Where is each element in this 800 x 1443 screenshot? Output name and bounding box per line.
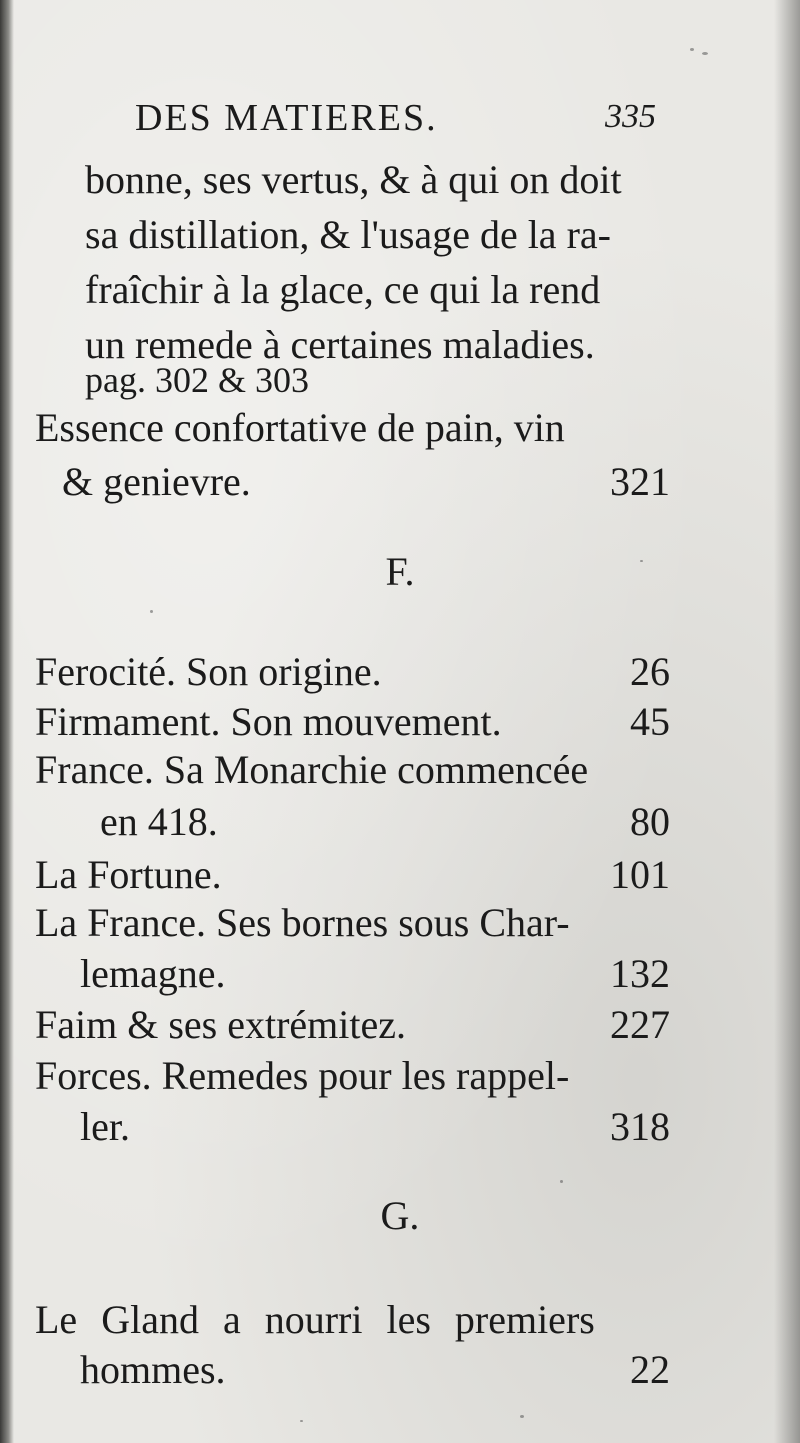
- entry-text: Faim & ses extrémitez.: [35, 1002, 407, 1047]
- entry-text: France. Sa Monarchie commencée: [35, 747, 589, 792]
- entry-page: 227: [610, 1002, 670, 1047]
- index-entry: [0, 740, 800, 800]
- entry-page: 101: [610, 852, 670, 897]
- paper-speck: [560, 1180, 563, 1183]
- entry-page: 318: [610, 1104, 670, 1149]
- entry-page: 321: [610, 459, 670, 504]
- entry-text: lemagne.: [80, 951, 226, 996]
- index-entry-continuation: [0, 452, 800, 512]
- page-number: 335: [605, 98, 656, 135]
- index-entry-continuation: [0, 1097, 800, 1157]
- paper-speck: [150, 610, 153, 613]
- entry-text: La France. Ses bornes sous Char-: [35, 900, 570, 945]
- entry-text: Le Gland a nourri les premiers: [35, 1297, 595, 1342]
- entry-page: 26: [630, 649, 670, 694]
- entry-text: en 418.: [100, 799, 218, 844]
- entry-page: 80: [630, 799, 670, 844]
- entry-page: 22: [630, 1347, 670, 1392]
- index-entry: [0, 398, 800, 458]
- paper-speck: [520, 1415, 524, 1418]
- paper-speck: [300, 1420, 303, 1422]
- entry-text: Ferocité. Son origine.: [35, 649, 382, 694]
- entry-page: 45: [630, 699, 670, 744]
- entry-text: La Fortune.: [35, 852, 222, 897]
- continuation-line: sa distillation, & l'usage de la ra-: [85, 212, 611, 257]
- continuation-line: fraîchir à la glace, ce qui la rend: [85, 267, 601, 312]
- page-header: [135, 96, 695, 146]
- paper-speck: [702, 52, 708, 55]
- entry-text: Firmament. Son mouvement.: [35, 699, 502, 744]
- entry-page: 132: [610, 951, 670, 996]
- paper-speck: [640, 560, 643, 562]
- section-letter: F.: [385, 549, 415, 594]
- paper-speck: [690, 48, 694, 51]
- continuation-line: pag. 302 & 303: [85, 360, 309, 400]
- section-letter: G.: [380, 1193, 420, 1238]
- index-entry-continuation: [0, 1340, 800, 1400]
- continuation-line: un remede à certaines maladies.: [85, 322, 595, 367]
- entry-text: & genievre.: [62, 459, 251, 504]
- entry-text: Forces. Remedes pour les rappel-: [35, 1053, 570, 1098]
- entry-text: Essence confortative de pain, vin: [35, 405, 565, 450]
- entry-text: hommes.: [80, 1347, 226, 1392]
- entry-text: ler.: [80, 1104, 130, 1149]
- index-entry-continuation: [0, 792, 800, 852]
- continuation-line: bonne, ses vertus, & à qui on doit: [85, 157, 622, 202]
- running-title: DES MATIERES.: [135, 97, 438, 139]
